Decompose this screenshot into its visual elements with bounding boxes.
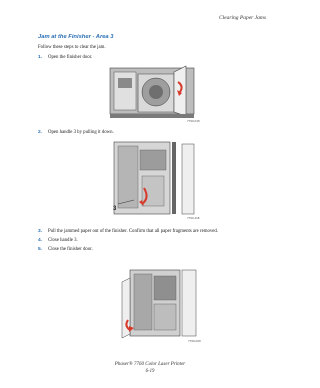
step-text: Close handle 3. (48, 238, 78, 243)
step-4 (38, 238, 78, 243)
step-1 (38, 55, 92, 60)
handle-callout: 3 (113, 206, 117, 212)
page-header-title: Clearing Paper Jams (218, 15, 266, 21)
step-3 (38, 229, 218, 234)
step-number: 1. (38, 55, 43, 60)
step-text: Close the finisher door. (48, 247, 93, 252)
footer-product: Phaser® 7760 Color Laser Printer (114, 362, 186, 367)
step-number: 5. (38, 247, 43, 252)
step-text: Pull the jammed paper out of the finisher. Confirm that all paper fragments are removed. (48, 229, 218, 234)
figure-code: 7760-015 (187, 119, 200, 123)
figure-code: 7760-029 (188, 339, 201, 343)
figure-open-finisher-door (108, 62, 200, 120)
figure-code: 7760-118 (187, 216, 200, 220)
figure-close-finisher-door (120, 268, 200, 340)
intro-text: Follow these steps to clear the jam. (38, 45, 106, 50)
step-text: Open handle 3 by pulling it down. (48, 130, 114, 135)
footer-page-number: 6-19 (145, 369, 155, 374)
step-5 (38, 247, 93, 252)
step-text: Open the finisher door. (48, 55, 93, 60)
step-number: 2. (38, 130, 43, 135)
step-number: 3. (38, 229, 43, 234)
step-2 (38, 130, 114, 135)
step-number: 4. (38, 238, 43, 243)
section-title: Jam at the Finisher - Area 3 (38, 34, 114, 40)
